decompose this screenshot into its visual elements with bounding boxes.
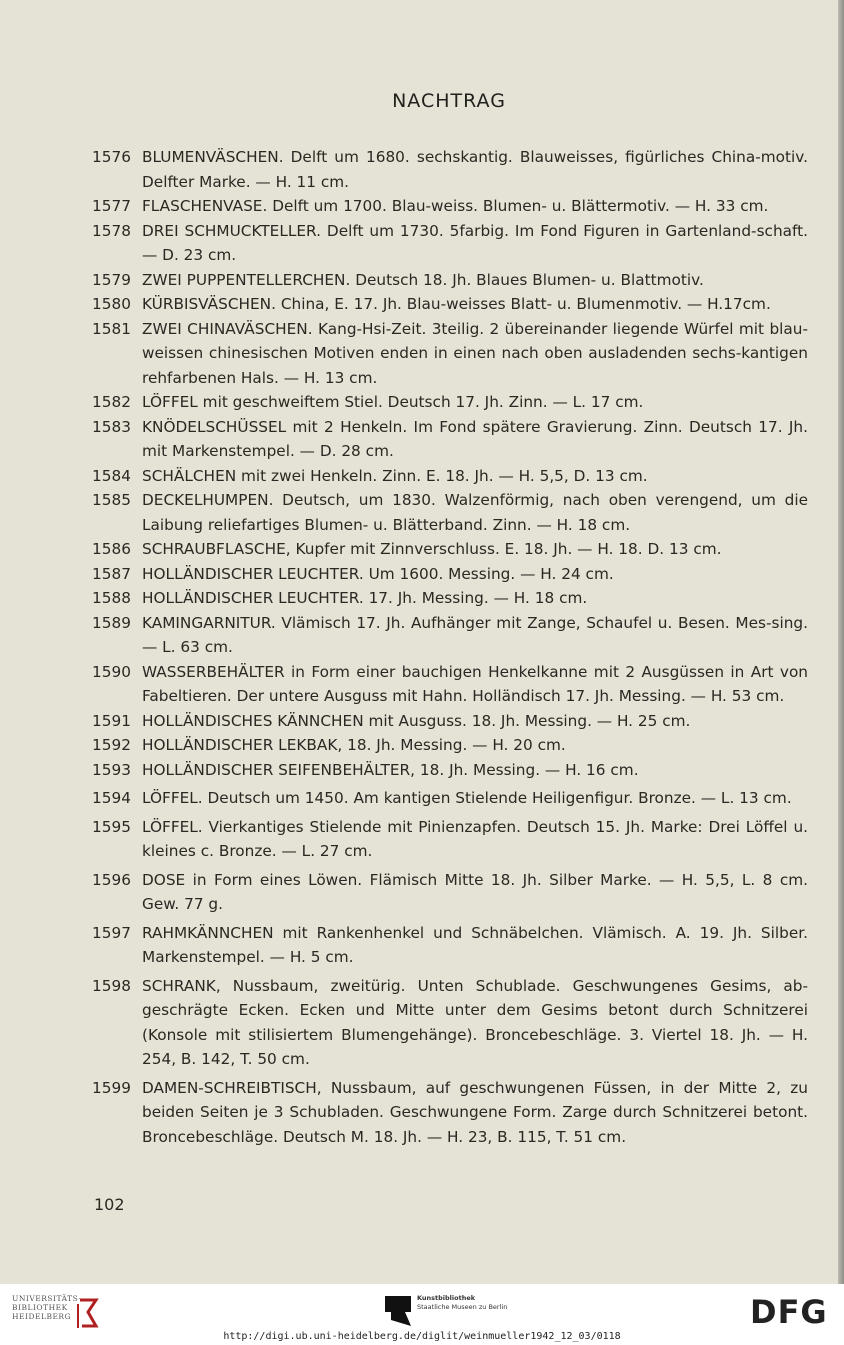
entry-text: RAHMKÄNNCHEN mit Rankenhenkel und Schnäbelchen. Vlämisch. A. 19. Jh. Silber. Markenstempel. — H. 5 cm.: [142, 923, 808, 966]
catalog-entry: [92, 586, 808, 611]
page-number: 102: [94, 1195, 125, 1214]
entry-number: 1588: [92, 589, 131, 607]
catalog-entry: [92, 194, 808, 219]
entry-text: HOLLÄNDISCHER SEIFENBEHÄLTER, 18. Jh. Messing. — H. 16 cm.: [142, 760, 639, 779]
entry-text: HOLLÄNDISCHER LEUCHTER. Um 1600. Messing. — H. 24 cm.: [142, 564, 614, 583]
entry-number: 1581: [92, 319, 131, 338]
entry-number: 1598: [92, 976, 131, 995]
entry-text: DOSE in Form eines Löwen. Flämisch Mitte 18. Jh. Silber Marke. — H. 5,5, L. 8 cm. Gew. 77 g.: [142, 870, 808, 913]
entry-number: 1579: [92, 270, 131, 289]
university-library-logo[interactable]: [12, 1294, 104, 1334]
entry-text: DECKELHUMPEN. Deutsch, um 1830. Walzenförmig, nach oben verengend, um die Laibung reliefartiges Blumen- u. Blätterband. Zinn. — H. 18 cm.: [142, 491, 808, 534]
digitization-footer: [0, 1284, 844, 1345]
catalog-entry: [92, 709, 808, 734]
kunstbibliothek-emblem-icon: [385, 1296, 411, 1326]
entry-text: SCHRAUBFLASCHE, Kupfer mit Zinnverschluss. E. 18. Jh. — H. 18. D. 13 cm.: [142, 540, 722, 558]
kb-line-2: Staatliche Museen zu Berlin: [417, 1303, 508, 1311]
catalog-entry: [92, 660, 808, 709]
entry-number: 1599: [92, 1078, 131, 1097]
entry-number: 1587: [92, 564, 131, 583]
entry-text: DREI SCHMUCKTELLER. Delft um 1730. 5farbig. Im Fond Figuren in Gartenland-schaft. — D. 23 cm.: [142, 221, 808, 264]
kunstbibliothek-name: [417, 1294, 507, 1312]
catalog-entry: [92, 974, 808, 1072]
entry-text: KÜRBISVÄSCHEN. China, E. 17. Jh. Blau-weisses Blatt- u. Blumenmotiv. — H.17cm.: [142, 295, 771, 313]
entry-text: KAMINGARNITUR. Vlämisch 17. Jh. Aufhänger mit Zange, Schaufel u. Besen. Mes-sing. — L. 63 cm.: [142, 613, 808, 656]
page-edge-shadow: [838, 0, 844, 1284]
entry-number: 1596: [92, 870, 131, 889]
source-url[interactable]: http://digi.ub.uni-heidelberg.de/diglit/weinmueller1942_12_03/0118: [223, 1331, 621, 1342]
entry-number: 1592: [92, 736, 131, 754]
catalog-entry: [92, 488, 808, 537]
catalog-entry: [92, 219, 808, 268]
entry-text: BLUMENVÄSCHEN. Delft um 1680. sechskantig. Blauweisses, figürliches China-motiv. Delfter Marke. — H. 11 cm.: [142, 148, 808, 191]
entry-text: HOLLÄNDISCHER LEUCHTER. 17. Jh. Messing. — H. 18 cm.: [142, 589, 588, 607]
ub-line-1: UNIVERSITÄTS-: [12, 1294, 82, 1303]
entry-number: 1584: [92, 466, 131, 485]
entry-number: 1591: [92, 711, 131, 730]
entry-number: 1578: [92, 221, 131, 240]
kb-line-1: Kunstbibliothek: [417, 1294, 476, 1302]
catalog-entry: [92, 611, 808, 660]
ub-line-3: HEIDELBERG: [12, 1312, 72, 1321]
entry-number: 1589: [92, 613, 131, 632]
entry-text: ZWEI PUPPENTELLERCHEN. Deutsch 18. Jh. Blaues Blumen- u. Blattmotiv.: [142, 270, 704, 289]
catalog-entry: [92, 464, 808, 489]
catalog-entry: [92, 815, 808, 864]
page-title: NACHTRAG: [392, 90, 506, 112]
catalog-entry: [92, 921, 808, 970]
entry-number: 1577: [92, 197, 131, 215]
ub-line-2: BIBLIOTHEK: [12, 1303, 68, 1312]
entry-text: SCHÄLCHEN mit zwei Henkeln. Zinn. E. 18. Jh. — H. 5,5, D. 13 cm.: [142, 466, 648, 485]
ub-emblem-icon: [76, 1296, 102, 1330]
entry-number: 1593: [92, 760, 131, 779]
entry-text: FLASCHENVASE. Delft um 1700. Blau-weiss. Blumen- u. Blättermotiv. — H. 33 cm.: [142, 197, 769, 215]
catalog-entry: [92, 758, 808, 783]
catalog-entry: [92, 1076, 808, 1150]
entry-number: 1595: [92, 817, 131, 836]
catalog-entry: [92, 268, 808, 293]
entry-number: 1580: [92, 295, 131, 313]
catalog-entry: [92, 317, 808, 391]
catalog-entry: [92, 292, 808, 317]
entry-number: 1597: [92, 923, 131, 942]
entry-number: 1576: [92, 148, 131, 166]
entry-text: HOLLÄNDISCHES KÄNNCHEN mit Ausguss. 18. Jh. Messing. — H. 25 cm.: [142, 711, 691, 730]
entry-text: SCHRANK, Nussbaum, zweitürig. Unten Schublade. Geschwungenes Gesims, ab-geschrägte Ecken. Ecken und Mitte unter dem Gesims betont durch Schnitzerei (Konsole mit stilisiertem Blumengehänge). Broncebeschläge. 3. Viertel 18. Jh. — H. 254, B. 142, T. 50 cm.: [142, 976, 808, 1068]
entry-number: 1585: [92, 491, 131, 509]
catalog-entry: [92, 733, 808, 758]
entry-text: WASSERBEHÄLTER in Form einer bauchigen Henkelkanne mit 2 Ausgüssen in Art von Fabeltieren. Der untere Ausguss mit Hahn. Holländisch 17. Jh. Messing. — H. 53 cm.: [142, 662, 808, 705]
entry-text: DAMEN-SCHREIBTISCH, Nussbaum, auf geschwungenen Füssen, in der Mitte 2, zu beiden Seiten je 3 Schubladen. Geschwungene Form. Zarge durch Schnitzerei betont. Broncebeschläge. Deutsch M. 18. Jh. — H. 23, B. 115, T. 51 cm.: [142, 1078, 808, 1146]
catalog-entries: [92, 145, 808, 1149]
catalog-entry: [92, 868, 808, 917]
entry-text: ZWEI CHINAVÄSCHEN. Kang-Hsi-Zeit. 3teilig. 2 übereinander liegende Würfel mit blau-weissen chinesischen Motiven enden in einen nach oben ausladenden sechs-kantigen rehfarbenen Hals. — H. 13 cm.: [142, 319, 808, 387]
catalog-entry: [92, 537, 808, 562]
university-library-name: [12, 1294, 82, 1321]
entry-text: LÖFFEL. Deutsch um 1450. Am kantigen Stielende Heiligenfigur. Bronze. — L. 13 cm.: [142, 789, 792, 807]
entry-text: KNÖDELSCHÜSSEL mit 2 Henkeln. Im Fond spätere Gravierung. Zinn. Deutsch 17. Jh. mit Markenstempel. — D. 28 cm.: [142, 417, 808, 460]
dfg-logo[interactable]: DFG: [750, 1293, 828, 1331]
entry-text: HOLLÄNDISCHER LEKBAK, 18. Jh. Messing. — H. 20 cm.: [142, 736, 566, 754]
entry-number: 1582: [92, 393, 131, 411]
catalog-entry: [92, 786, 808, 811]
catalog-entry: [92, 390, 808, 415]
catalog-entry: [92, 145, 808, 194]
entry-number: 1586: [92, 540, 131, 558]
entry-text: LÖFFEL mit geschweiftem Stiel. Deutsch 17. Jh. Zinn. — L. 17 cm.: [142, 393, 644, 411]
entry-number: 1594: [92, 789, 131, 807]
catalog-entry: [92, 562, 808, 587]
entry-number: 1590: [92, 662, 131, 681]
catalog-entry: [92, 415, 808, 464]
entry-text: LÖFFEL. Vierkantiges Stielende mit Pinienzapfen. Deutsch 15. Jh. Marke: Drei Löffel u. kleines c. Bronze. — L. 27 cm.: [142, 817, 808, 860]
entry-number: 1583: [92, 417, 131, 436]
